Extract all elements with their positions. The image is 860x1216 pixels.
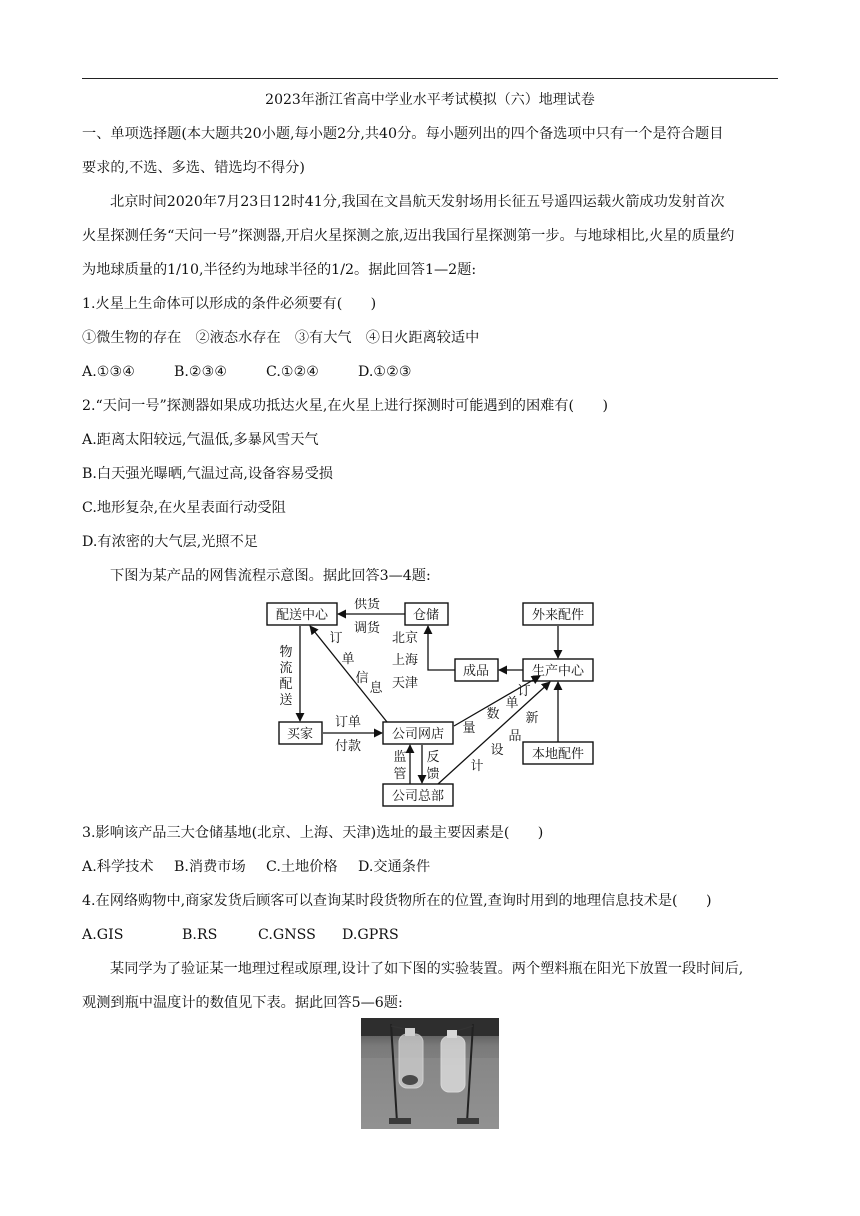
arrow-product-warehouse [428, 626, 455, 670]
q2-option-a[interactable]: A.距离太阳较远,气温低,多暴风雪天气 [82, 432, 319, 448]
node-distribution: 配送中心 [275, 608, 329, 623]
passage1-line1: 北京时间2020年7月23日12时41分,我国在文昌航天发射场用长征五号遥四运载火箭成功发射首次 [110, 194, 725, 210]
q1-option-b[interactable]: B.②③④ [174, 364, 228, 380]
label-payment: 付款 [334, 739, 362, 754]
q4-option-d[interactable]: D.GPRS [342, 927, 399, 943]
node-warehouse: 仓储 [412, 608, 440, 623]
q4-option-c[interactable]: C.GNSS [258, 927, 316, 943]
node-hq: 公司总部 [391, 789, 445, 804]
node-external: 外来配件 [531, 608, 585, 623]
label-new-design-4: 计 [470, 759, 484, 774]
label-feedback-2: 馈 [426, 767, 440, 782]
label-supply: 供货 [353, 598, 381, 612]
passage2: 下图为某产品的网售流程示意图。据此回答3—4题: [110, 568, 431, 584]
q3-options [82, 858, 782, 876]
passage1-line3: 为地球质量的1/10,半径约为地球半径的1/2。据此回答1—2题: [82, 262, 477, 278]
label-order-qty-4: 量 [462, 721, 476, 736]
q1-option-c[interactable]: C.①②④ [266, 364, 320, 380]
passage3-line1: 某同学为了验证某一地理过程或原理,设计了如下图的实验装置。两个塑料瓶在阳光下放置一段时间后, [110, 961, 744, 977]
q1-statements: ①微生物的存在 ②液态水存在 ③有大气 ④日火距离较适中 [82, 330, 480, 346]
label-order-info-4: 息 [369, 681, 383, 696]
label-order: 订单 [334, 715, 362, 730]
label-order-info-1: 订 [329, 631, 343, 646]
q3-stem: 3.影响该产品三大仓储基地(北京、上海、天津)选址的最主要因素是( ) [82, 825, 544, 841]
passage1-line2: 火星探测任务“天问一号”探测器,开启火星探测之旅,迈出我国行星探测第一步。与地球相比,火星的质量约 [82, 228, 735, 244]
arrow-shop-distribution [310, 626, 387, 722]
label-logistics-4: 送 [279, 693, 293, 708]
label-order-info-3: 信 [355, 671, 369, 686]
arrow-hq-production [438, 682, 550, 784]
node-production: 生产中心 [531, 664, 585, 679]
q2-stem: 2.“天问一号”探测器如果成功抵达火星,在火星上进行探测时可能遇到的困难有( ) [82, 398, 608, 414]
q4-options [82, 926, 782, 944]
section-heading-line1: 一、单项选择题(本大题共20小题,每小题2分,共40分。每小题列出的四个备选项中只有一个是符合题目 [82, 126, 724, 142]
label-supervise-2: 管 [393, 767, 407, 782]
q1-option-a[interactable]: A.①③④ [82, 364, 135, 380]
label-beijing: 北京 [391, 631, 419, 646]
q3-option-c[interactable]: C.土地价格 [266, 859, 338, 875]
q3-option-d[interactable]: D.交通条件 [358, 859, 431, 875]
label-tianjin: 天津 [391, 676, 419, 691]
passage3-line2: 观测到瓶中温度计的数值见下表。据此回答5—6题: [82, 995, 403, 1011]
q1-options [82, 363, 782, 381]
q3-option-b[interactable]: B.消费市场 [174, 859, 246, 875]
q1-option-d[interactable]: D.①②③ [358, 364, 412, 380]
label-order-info-2: 单 [341, 652, 355, 667]
label-feedback-1: 反 [426, 750, 440, 765]
label-logistics-1: 物 [279, 645, 293, 660]
label-new-design-3: 设 [490, 743, 504, 758]
q2-option-d[interactable]: D.有浓密的大气层,光照不足 [82, 534, 258, 550]
node-shop: 公司网店 [391, 727, 445, 742]
label-new-design-1: 新 [525, 711, 539, 726]
node-product: 成品 [462, 664, 490, 679]
q4-option-a[interactable]: A.GIS [82, 927, 124, 943]
label-logistics-2: 流 [279, 661, 293, 676]
q1-stem: 1.火星上生命体可以形成的条件必须要有( ) [82, 296, 377, 312]
exam-title: 2023年浙江省高中学业水平考试模拟（六）地理试卷 [265, 92, 595, 108]
sales-flowchart [250, 598, 620, 808]
label-order-qty-1: 订 [517, 684, 531, 699]
experiment-photo [361, 1018, 499, 1129]
label-new-design-2: 品 [508, 729, 522, 744]
node-local: 本地配件 [531, 747, 585, 762]
label-transfer: 调货 [353, 621, 381, 636]
label-shanghai: 上海 [391, 653, 419, 668]
label-order-qty-3: 数 [486, 707, 500, 722]
label-logistics-3: 配 [279, 677, 293, 692]
header-rule [82, 78, 778, 79]
q2-option-b[interactable]: B.白天强光曝晒,气温过高,设备容易受损 [82, 466, 333, 482]
q4-stem: 4.在网络购物中,商家发货后顾客可以查询某时段货物所在的位置,查询时用到的地理信息技术是( ) [82, 893, 712, 909]
q2-option-c[interactable]: C.地形复杂,在火星表面行动受阻 [82, 500, 286, 516]
node-buyer: 买家 [286, 727, 314, 742]
q3-option-a[interactable]: A.科学技术 [82, 859, 154, 875]
q4-option-b[interactable]: B.RS [182, 927, 218, 943]
label-order-qty-2: 单 [505, 696, 519, 711]
label-supervise-1: 监 [393, 750, 407, 765]
section-heading-line2: 要求的,不选、多选、错选均不得分) [82, 160, 305, 176]
